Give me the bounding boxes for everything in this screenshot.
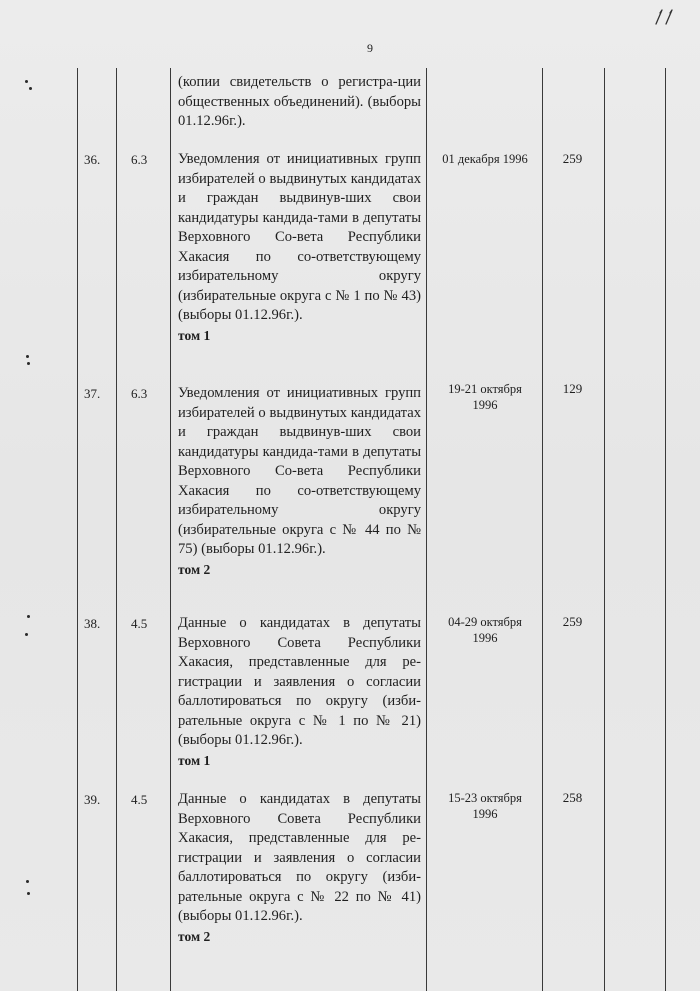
binding-hole bbox=[24, 615, 34, 627]
entry-title bbox=[178, 384, 421, 579]
entry-title: (копии свидетельств о регистра-ции общественных объединений). (выборы 01.12.96г.). bbox=[178, 74, 421, 129]
table-rule bbox=[170, 68, 171, 991]
entry-title bbox=[178, 614, 421, 770]
entry-sheet-count: 259 bbox=[562, 614, 583, 629]
page-number: 9 bbox=[367, 41, 373, 55]
entry-volume: том 2 bbox=[178, 928, 211, 944]
entry-sheet-count: 129 bbox=[562, 381, 583, 396]
entry-sheet-count: 258 bbox=[562, 790, 583, 805]
table-rule bbox=[542, 68, 543, 991]
binding-hole bbox=[24, 355, 34, 367]
entry-title-text: Уведомления от инициативных групп избирателей о выдвинутых кандидатах и граждан выдвинув-ших свои кандидатуры кандида-тами в депутаты Верховного Со-вета Республики Хакасия по со-ответствующему избирательному округу (избирательные округа с № 44 по № 75) (выборы 01.12.96г.). bbox=[178, 385, 421, 557]
binding-hole bbox=[24, 80, 34, 92]
entry-date: 04-29 октября 1996 bbox=[448, 615, 522, 645]
entry-number: 39. bbox=[84, 792, 101, 807]
entry-code: 6.3 bbox=[131, 152, 148, 167]
entry-volume: том 2 bbox=[178, 561, 211, 577]
entry-sheet-count: 259 bbox=[562, 151, 583, 166]
entry-title bbox=[178, 150, 421, 345]
binding-hole bbox=[24, 880, 34, 892]
handwritten-sheet-number bbox=[650, 6, 678, 30]
table-rule bbox=[426, 68, 427, 991]
entry-number: 38. bbox=[84, 616, 101, 631]
entry-title bbox=[178, 790, 421, 946]
table-rule bbox=[604, 68, 605, 991]
entry-title-text: Данные о кандидатах в депутаты Верховного Совета Республики Хакасия, представленные для ре-гистрации и заявления о согласии баллотироваться по округу (изби-рательные округа с № 1 по № 21) (выборы 01.12.96г.). bbox=[178, 615, 421, 748]
entry-number: 37. bbox=[84, 386, 101, 401]
table-rule bbox=[77, 68, 78, 991]
entry-volume: том 1 bbox=[178, 752, 211, 768]
entry-date: 01 декабря 1996 bbox=[442, 152, 528, 166]
entry-code: 4.5 bbox=[131, 792, 148, 807]
table-rule bbox=[665, 68, 666, 991]
entry-code: 4.5 bbox=[131, 616, 148, 631]
entry-title-text: Данные о кандидатах в депутаты Верховного Совета Республики Хакасия, представленные для ре-гистрации и заявления о согласии баллотироваться по округу (изби-рательные округа с № 22 по № 41) (выборы 01.12.96г.). bbox=[178, 791, 421, 924]
entry-date: 19-21 октября 1996 bbox=[448, 382, 522, 412]
table-rule bbox=[116, 68, 117, 991]
entry-volume: том 1 bbox=[178, 327, 211, 343]
entry-code: 6.3 bbox=[131, 386, 148, 401]
entry-title-text: Уведомления от инициативных групп избирателей о выдвинутых кандидатах и граждан выдвинув-ших свои кандидатуры кандида-тами в депутаты Верховного Со-вета Республики Хакасия по со-ответствующему избирательному округу (избирательные округа с № 1 по № 43) (выборы 01.12.96г.). bbox=[178, 151, 421, 323]
entry-date: 15-23 октября 1996 bbox=[448, 791, 522, 821]
entry-number: 36. bbox=[84, 152, 101, 167]
